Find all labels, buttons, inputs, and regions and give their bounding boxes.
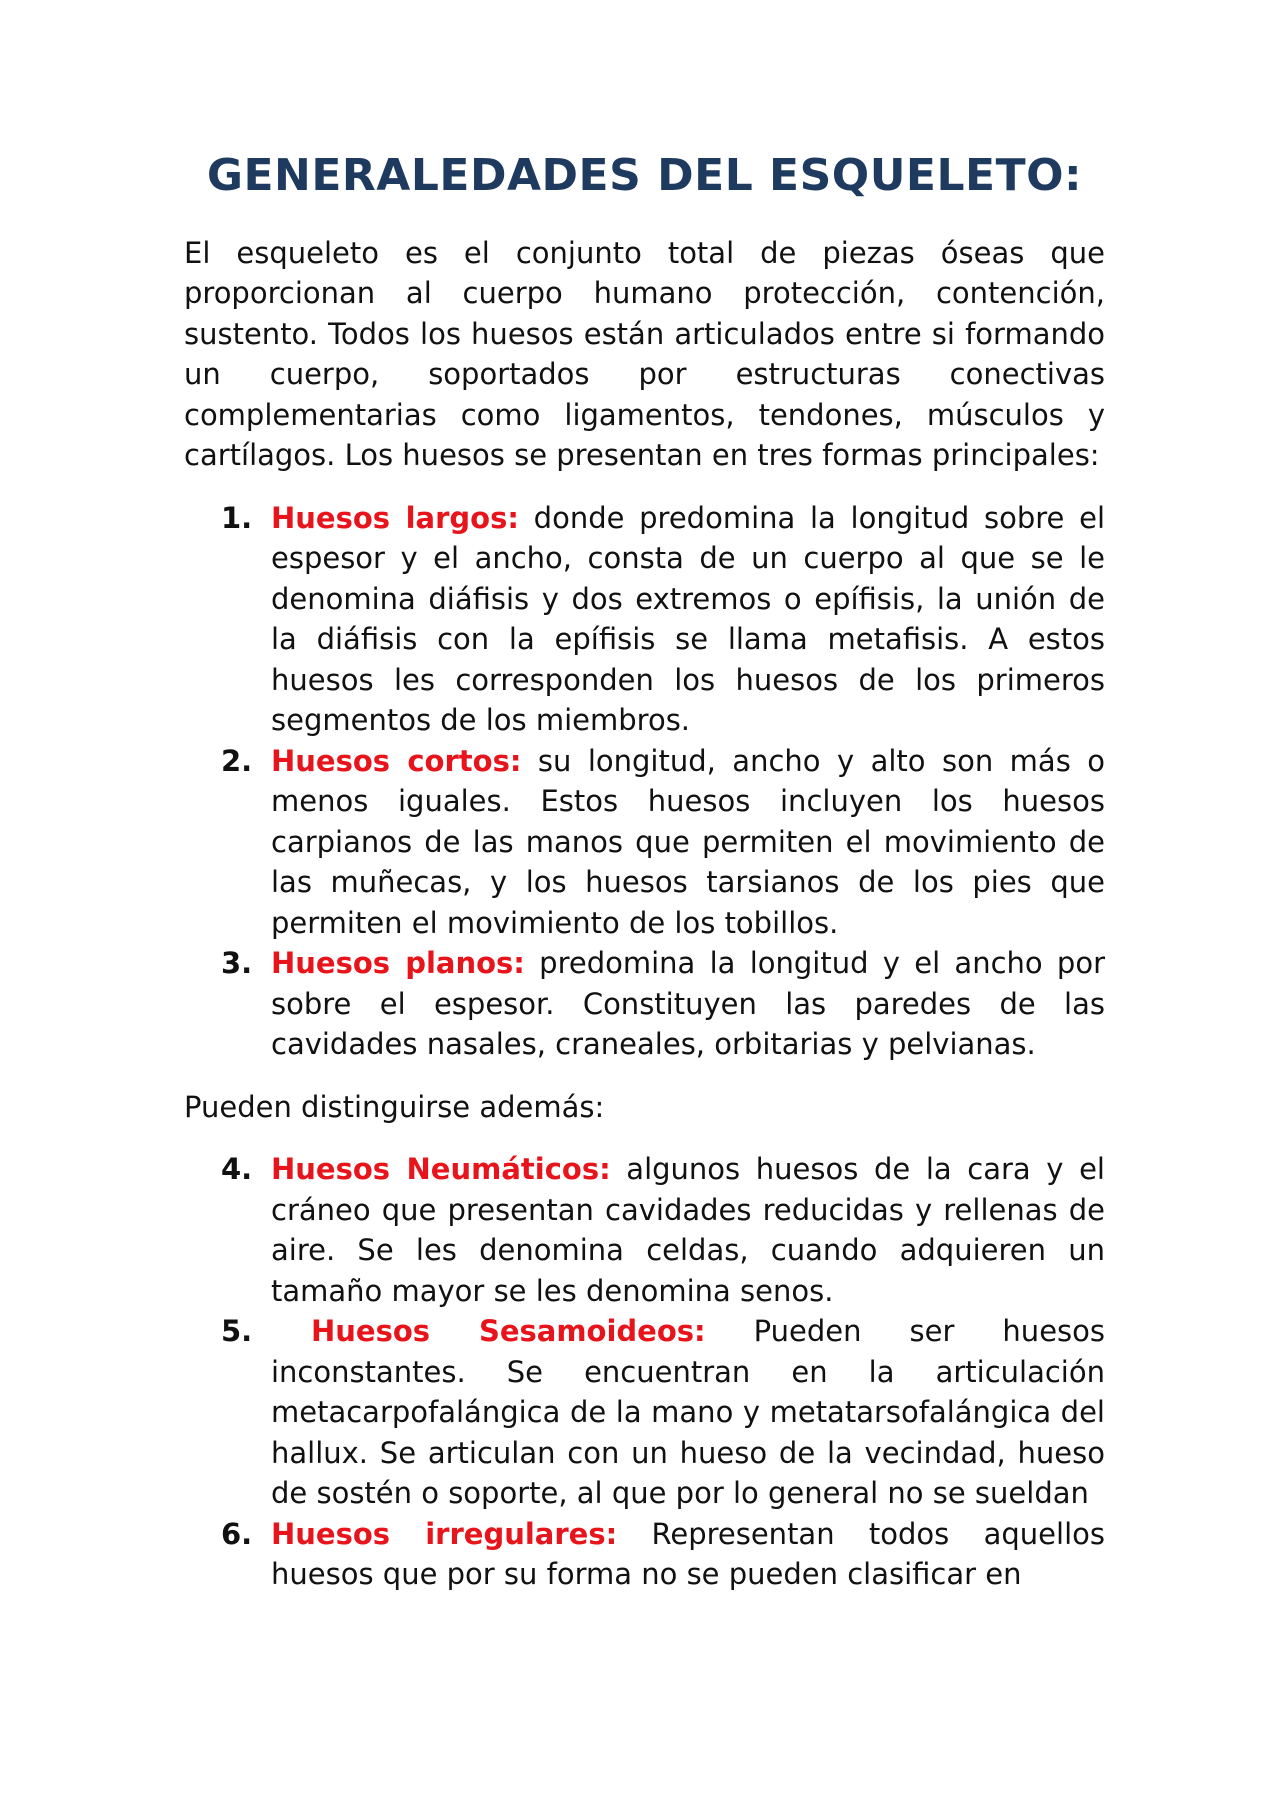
- list-item: [184, 1311, 1105, 1514]
- list-text: su longitud, ancho y alto son más o menos iguales. Estos huesos incluyen los huesos carpianos de las manos que permiten el movimiento de las muñecas, y los huesos tarsianos de los pies que permiten el movimiento de los tobillos.: [271, 743, 1106, 940]
- list-text: predomina la longitud y el ancho por sobre el espesor. Constituyen las paredes de las cavidades nasales, craneales, orbitarias y pelvianas.: [271, 946, 1105, 1062]
- additional-types-label: Pueden distinguirse además:: [184, 1089, 605, 1124]
- list-term: Huesos irregulares:: [271, 1516, 618, 1551]
- intro-paragraph: El esqueleto es el conjunto total de piezas óseas que proporcionan al cuerpo humano protección, contención, sustento. Todos los huesos están articulados entre si formando un cuerpo, soportados por estructuras conectivas complementarias como ligamentos, tendones, músculos y cartílagos. Los huesos se presentan en tres formas principales:: [184, 235, 1105, 473]
- list-number: 1.: [221, 500, 253, 535]
- list-term: Huesos cortos:: [271, 743, 522, 778]
- list-item: [184, 741, 1105, 944]
- document-title: GENERALEDADES DEL ESQUELETO:: [206, 150, 1083, 201]
- list-text: algunos huesos de la cara y el cráneo que presentan cavidades reducidas y rellenas de aire. Se les denomina celdas, cuando adquieren un tamaño mayor se les denomina senos.: [271, 1152, 1105, 1308]
- list-item: [184, 1514, 1105, 1595]
- list-number: 3.: [221, 946, 253, 981]
- list-number: 5.: [221, 1314, 253, 1349]
- list-text: Pueden ser huesos inconstantes. Se encuentran en la articulación metacarpofalángica de la mano y metatarsofalángica del hallux. Se articulan con un hueso de la vecindad, hueso de sostén o soporte, al que por lo general no se sueldan: [271, 1314, 1105, 1511]
- additional-bone-types-list: [184, 1149, 1105, 1595]
- list-number: 6.: [221, 1516, 253, 1551]
- list-item: [184, 1149, 1105, 1311]
- list-term: Huesos Sesamoideos:: [311, 1314, 706, 1349]
- list-text: Representan todos aquellos huesos que por su forma no se pueden clasificar en: [271, 1516, 1105, 1592]
- list-number: 2.: [221, 743, 253, 778]
- bone-types-list: [184, 498, 1105, 1065]
- list-item: [184, 943, 1105, 1065]
- list-term: Huesos Neumáticos:: [271, 1152, 611, 1187]
- list-text: donde predomina la longitud sobre el espesor y el ancho, consta de un cuerpo al que se le denomina diáfisis y dos extremos o epífisis, la unión de la diáfisis con la epífisis se llama metafisis. A estos huesos les corresponden los huesos de los primeros segmentos de los miembros.: [271, 500, 1106, 738]
- list-term: Huesos largos:: [271, 500, 519, 535]
- list-term: Huesos planos:: [271, 946, 525, 981]
- list-number: 4.: [221, 1152, 253, 1187]
- list-item: [184, 498, 1105, 741]
